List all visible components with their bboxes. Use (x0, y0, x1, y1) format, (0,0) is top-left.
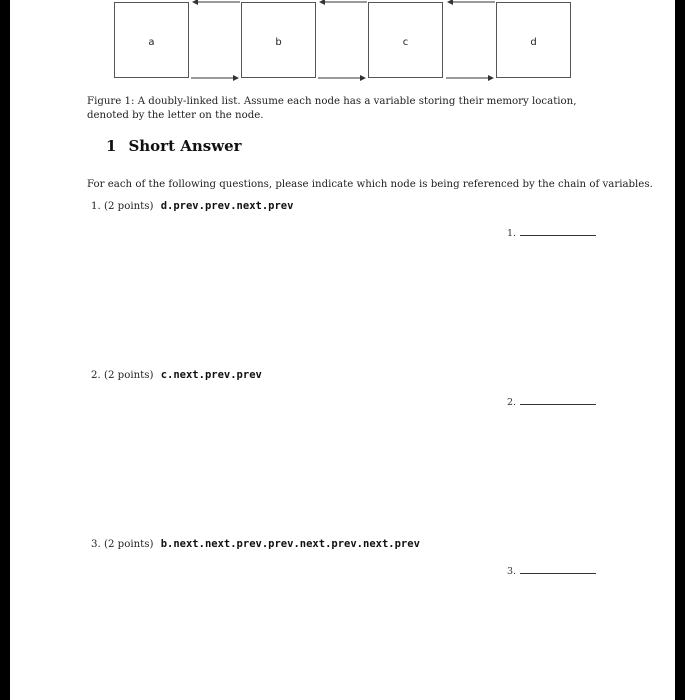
answer-line[interactable] (520, 572, 596, 574)
node-label: d (530, 37, 537, 48)
section-title: Short Answer (128, 137, 242, 155)
answer-label: 3. (507, 566, 517, 577)
question-number: 3. (91, 539, 101, 550)
question-code: c.next.prev.prev (160, 369, 262, 381)
question-code: b.next.next.prev.prev.next.prev.next.prev (160, 538, 420, 550)
question-code: d.prev.prev.next.prev (160, 200, 294, 212)
question-2 (91, 369, 262, 381)
question-1 (91, 200, 293, 212)
question-points: (2 points) (103, 370, 154, 381)
instructions-text: For each of the following questions, please indicate which node is being referenced by the chain of variables. (87, 179, 653, 190)
answer-label: 1. (507, 228, 517, 239)
question-3 (91, 538, 420, 550)
link-arrows (10, 0, 675, 85)
answer-blank-3[interactable] (507, 566, 596, 577)
question-points: (2 points) (103, 201, 154, 212)
node-label: b (275, 37, 282, 48)
document-page (10, 0, 675, 700)
linked-list-diagram (10, 0, 675, 85)
question-points: (2 points) (103, 539, 154, 550)
question-number: 1. (91, 201, 101, 212)
section-heading (106, 137, 242, 155)
node-d (496, 2, 571, 78)
node-label: a (148, 37, 155, 48)
answer-line[interactable] (520, 234, 596, 236)
node-b (241, 2, 316, 78)
answer-line[interactable] (520, 403, 596, 405)
section-number: 1 (106, 137, 117, 155)
node-a (114, 2, 189, 78)
answer-blank-2[interactable] (507, 397, 596, 408)
node-c (368, 2, 443, 78)
figure-caption: Figure 1: A doubly-linked list. Assume each node has a variable storing their memory location, denoted by the letter on the node. (87, 96, 577, 121)
answer-label: 2. (507, 397, 517, 408)
answer-blank-1[interactable] (507, 228, 596, 239)
question-number: 2. (91, 370, 101, 381)
node-label: c (402, 37, 409, 48)
